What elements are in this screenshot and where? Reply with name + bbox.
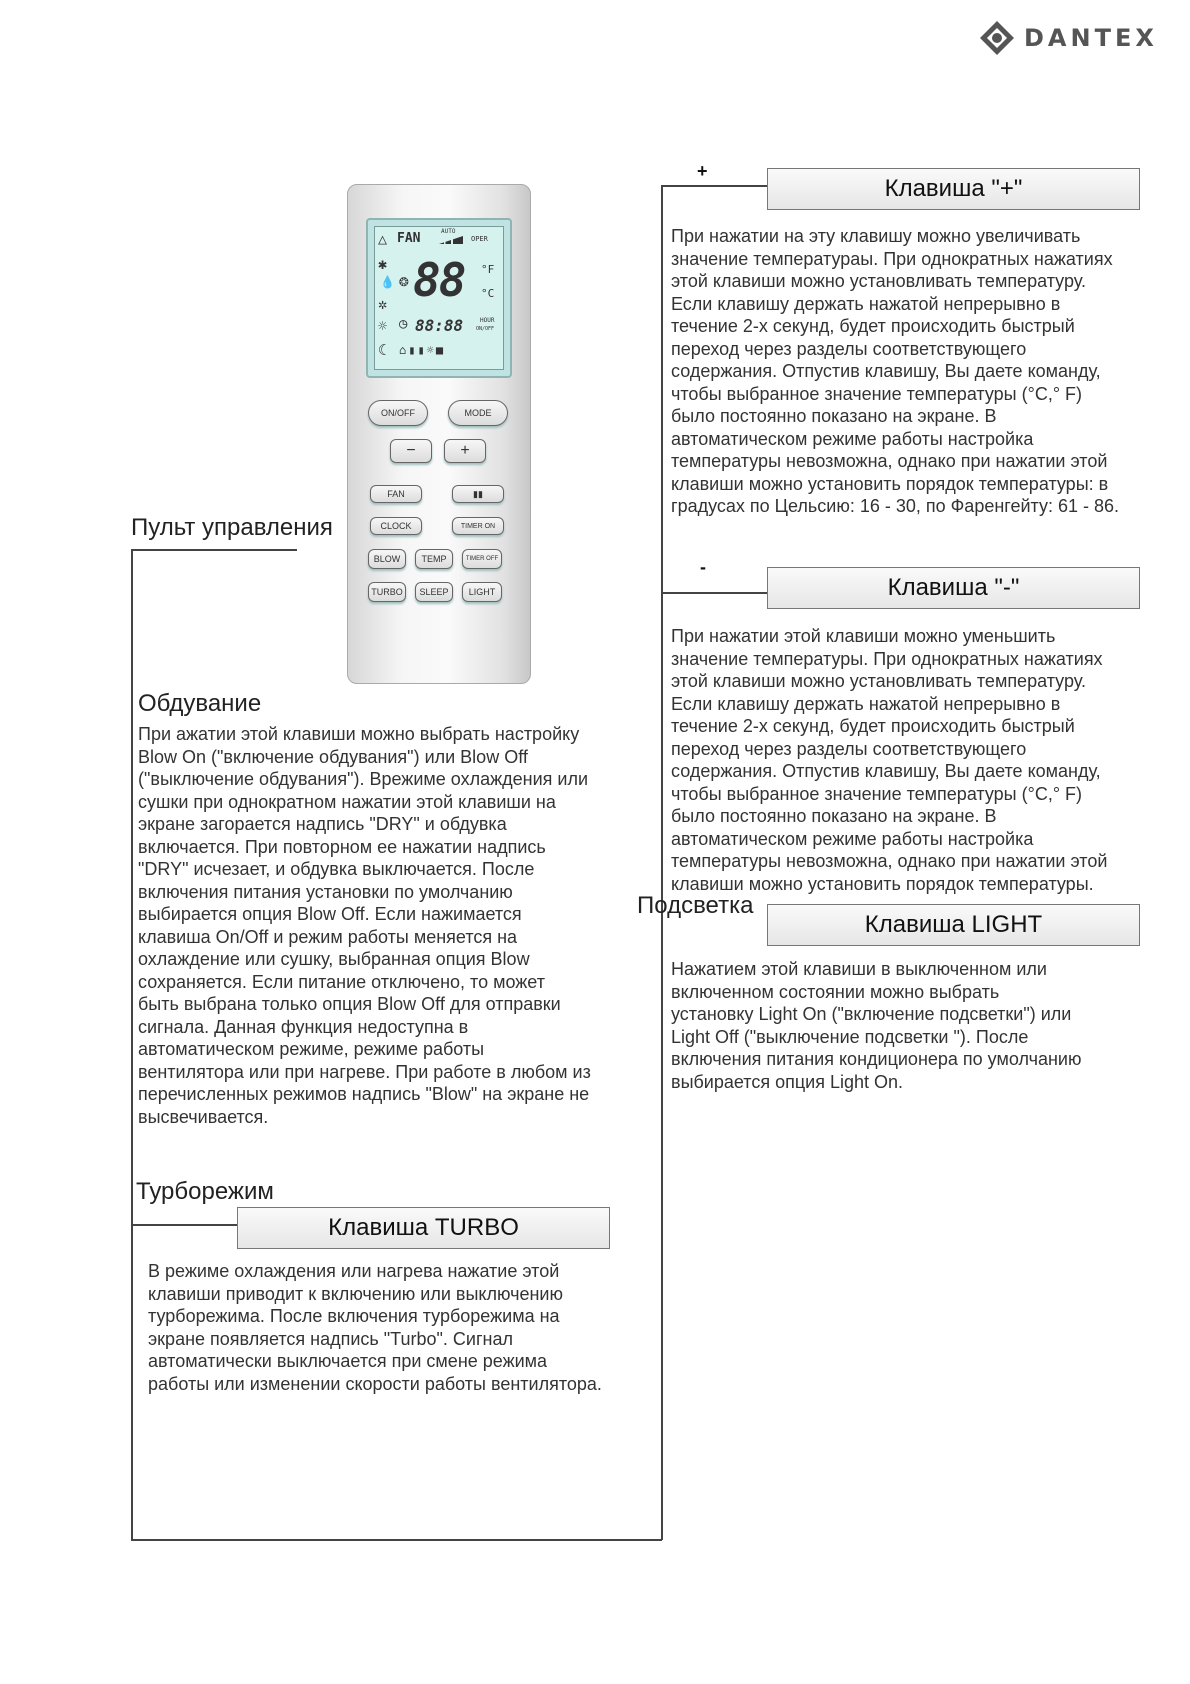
text-line: Если клавишу держать нажатой непрерывно в bbox=[671, 293, 1061, 314]
lcd-unit-f: °F bbox=[481, 263, 495, 276]
text-line: переход через разделы соответствующего bbox=[671, 738, 1027, 759]
blow-button[interactable]: BLOW bbox=[368, 549, 406, 569]
temp-button[interactable]: TEMP bbox=[415, 549, 453, 569]
text-line: температуры невозможна, однако при нажатии этой bbox=[671, 851, 1108, 871]
lcd-hour-label: HOUR bbox=[480, 317, 495, 324]
text-line: Если клавишу держать нажатой непрерывно в bbox=[671, 693, 1061, 714]
text-line: высвечивается. bbox=[138, 1106, 269, 1127]
text-line: течение 2-х секунд, будет происходить быстрый bbox=[671, 716, 1075, 736]
plus-description bbox=[671, 225, 1119, 518]
minus-sign: - bbox=[700, 557, 706, 577]
text-line: сохраняется. Если питание отключено, то может bbox=[138, 971, 545, 992]
text-line: автоматическом режиме, режиме работы bbox=[138, 1039, 485, 1059]
text-line: При нажатии этой клавиши можно уменьшить bbox=[671, 626, 1056, 646]
text-line: сигнала. Данная функция недоступна в bbox=[138, 1016, 469, 1037]
lcd-unit-c: °C bbox=[481, 287, 495, 300]
text-line: включенном состоянии можно выбрать bbox=[671, 981, 1000, 1002]
swing-icon: ❂ bbox=[399, 271, 409, 290]
minus-description bbox=[671, 625, 1107, 895]
minus-button[interactable]: − bbox=[390, 439, 432, 463]
text-line: быть выбрана только опция Blow Off для отправки bbox=[138, 994, 561, 1014]
dry-mode-icon: 💧 bbox=[380, 275, 395, 289]
cool-mode-icon: ✱ bbox=[378, 255, 388, 273]
text-line: включается. При повторном ее нажатии надпись bbox=[138, 836, 546, 857]
light-key-label: Клавиша LIGHT bbox=[767, 904, 1140, 946]
fan-level-icon bbox=[439, 236, 463, 244]
minus-key-label: Клавиша "-" bbox=[767, 567, 1140, 609]
heat-mode-icon: ☼ bbox=[378, 317, 388, 335]
connector-line bbox=[661, 185, 768, 187]
text-line: выбирается опция Light On. bbox=[671, 1071, 904, 1092]
fan-mode-icon: ✲ bbox=[378, 295, 388, 313]
text-line: было постоянно показано на экране. В bbox=[671, 406, 997, 426]
text-line: сушки при однократном нажатии этой клавиши на bbox=[138, 791, 556, 812]
brand-logo bbox=[978, 18, 1158, 58]
text-line: турборежима. После включения турборежима на bbox=[148, 1306, 560, 1326]
text-line: содержания. Отпустив клавишу, Вы даете команду, bbox=[671, 761, 1101, 781]
sleep-button[interactable]: SLEEP bbox=[415, 582, 453, 602]
turbo-description bbox=[148, 1260, 602, 1395]
text-line: перечисленных режимов надпись "Blow" на экране не bbox=[138, 1084, 590, 1104]
lcd-onoff-label: ON/OFF bbox=[476, 326, 495, 332]
light-title: Подсветка bbox=[637, 892, 754, 919]
clock-icon: ◷ bbox=[399, 316, 408, 332]
turbo-button[interactable]: TURBO bbox=[368, 582, 406, 602]
lcd-frame bbox=[366, 218, 512, 378]
turbo-key-label: Клавиша TURBO bbox=[237, 1207, 610, 1249]
text-line: переход через разделы соответствующего bbox=[671, 338, 1027, 359]
text-line: течение 2-х секунд, будет происходить быстрый bbox=[671, 316, 1075, 336]
lcd-auto-label: AUTO bbox=[441, 228, 456, 235]
text-line: этой клавиши можно установливать температуру. bbox=[671, 271, 1086, 291]
text-line: клавиши приводит к включению или выключению bbox=[148, 1283, 563, 1304]
connector-line bbox=[661, 185, 663, 1540]
text-line: включения питания установки по умолчанию bbox=[138, 881, 513, 902]
text-line: вентилятора или при нагреве. При работе в любом из bbox=[138, 1061, 591, 1082]
text-line: Light Off ("выключение подсветки "). После bbox=[671, 1026, 1029, 1047]
connector-line bbox=[131, 1224, 238, 1226]
swing-button[interactable]: ▮▮ bbox=[452, 485, 504, 503]
lcd-screen bbox=[374, 226, 504, 370]
text-line: При нажатии на эту клавишу можно увеличивать bbox=[671, 226, 1081, 246]
lcd-fan-label: FAN bbox=[397, 231, 421, 246]
text-line: установку Light On ("включение подсветки") или bbox=[671, 1004, 1072, 1024]
text-line: было постоянно показано на экране. В bbox=[671, 806, 997, 826]
text-line: автоматическом режиме работы настройка bbox=[671, 828, 1034, 849]
text-line: "DRY" исчезает, и обдувка выключается. После bbox=[138, 859, 535, 879]
text-line: При ажатии этой клавиши можно выбрать настройку bbox=[138, 724, 580, 744]
mode-auto-icon: △ bbox=[378, 230, 388, 248]
timer-on-button[interactable]: TIMER ON bbox=[452, 517, 504, 535]
turbo-title: Турборежим bbox=[136, 1178, 274, 1205]
text-line: включения питания кондиционера по умолчанию bbox=[671, 1049, 1082, 1069]
dantex-logo-icon bbox=[978, 19, 1016, 57]
text-line: клавиша On/Off и режим работы меняется на bbox=[138, 926, 518, 947]
text-line: ("выключение обдувания"). Врежиме охлаждения или bbox=[138, 769, 589, 789]
lcd-time-digits: 88:88 bbox=[415, 316, 464, 335]
clock-button[interactable]: CLOCK bbox=[370, 517, 422, 535]
text-line: клавиши можно установить порядок температуры: в bbox=[671, 473, 1109, 494]
text-line: градусах по Цельсию: 16 - 30, по Фаренгейту: 61 - 86. bbox=[671, 496, 1120, 516]
fan-button[interactable]: FAN bbox=[370, 485, 422, 503]
timer-off-button[interactable]: TIMER OFF bbox=[462, 549, 502, 569]
on-off-button[interactable]: ON/OFF bbox=[368, 400, 428, 426]
text-line: чтобы выбранное значение температуры (°C,° F) bbox=[671, 383, 1083, 404]
plus-sign: + bbox=[697, 161, 708, 181]
text-line: значение температураы. При однократных нажатиях bbox=[671, 248, 1113, 269]
text-line: экране загорается надпись "DRY" и обдувка bbox=[138, 814, 507, 834]
text-line: автоматическом режиме работы настройка bbox=[671, 428, 1034, 449]
text-line: чтобы выбранное значение температуры (°C,° F) bbox=[671, 783, 1083, 804]
sleep-mode-icon: ☾ bbox=[378, 341, 388, 359]
text-line: автоматически выключается при смене режима bbox=[148, 1351, 548, 1371]
connector-line bbox=[131, 1539, 662, 1541]
plus-key-label: Клавиша "+" bbox=[767, 168, 1140, 210]
text-line: работы или изменении скорости работы вентилятора. bbox=[148, 1373, 602, 1394]
brand-name: DANTEX bbox=[1024, 24, 1158, 52]
remote-title: Пульт управления bbox=[131, 514, 333, 541]
text-line: охлаждение или сушку, выбранная опция Blow bbox=[138, 949, 530, 969]
mode-button[interactable]: MODE bbox=[448, 400, 508, 426]
text-line: клавиши можно установить порядок температуры. bbox=[671, 873, 1094, 894]
blow-description bbox=[138, 723, 591, 1128]
text-line: температуры невозможна, однако при нажатии этой bbox=[671, 451, 1108, 471]
text-line: экране появляется надпись "Turbo". Сигнал bbox=[148, 1328, 513, 1349]
lcd-temp-digits: 88 bbox=[413, 253, 465, 307]
text-line: Нажатием этой клавиши в выключенном или bbox=[671, 959, 1047, 979]
lcd-bottom-icons: ⌂▮▮☼■ bbox=[399, 343, 446, 357]
text-line: этой клавиши можно установливать температуру. bbox=[671, 671, 1086, 691]
blow-title: Обдувание bbox=[138, 690, 262, 717]
lcd-oper-label: OPER bbox=[471, 235, 488, 243]
remote-control bbox=[347, 184, 531, 684]
text-line: содержания. Отпустив клавишу, Вы даете команду, bbox=[671, 361, 1101, 381]
light-description bbox=[671, 958, 1081, 1093]
text-line: значение температуры. При однократных нажатиях bbox=[671, 648, 1103, 669]
text-line: Blow On ("включение обдувания") или Blow Off bbox=[138, 746, 528, 767]
connector-line bbox=[131, 549, 133, 1540]
connector-line bbox=[131, 549, 297, 551]
connector-line bbox=[661, 592, 768, 594]
light-button[interactable]: LIGHT bbox=[462, 582, 502, 602]
text-line: В режиме охлаждения или нагрева нажатие этой bbox=[148, 1261, 560, 1281]
plus-button[interactable]: + bbox=[444, 439, 486, 463]
text-line: выбирается опция Blow Off. Если нажимается bbox=[138, 904, 522, 924]
